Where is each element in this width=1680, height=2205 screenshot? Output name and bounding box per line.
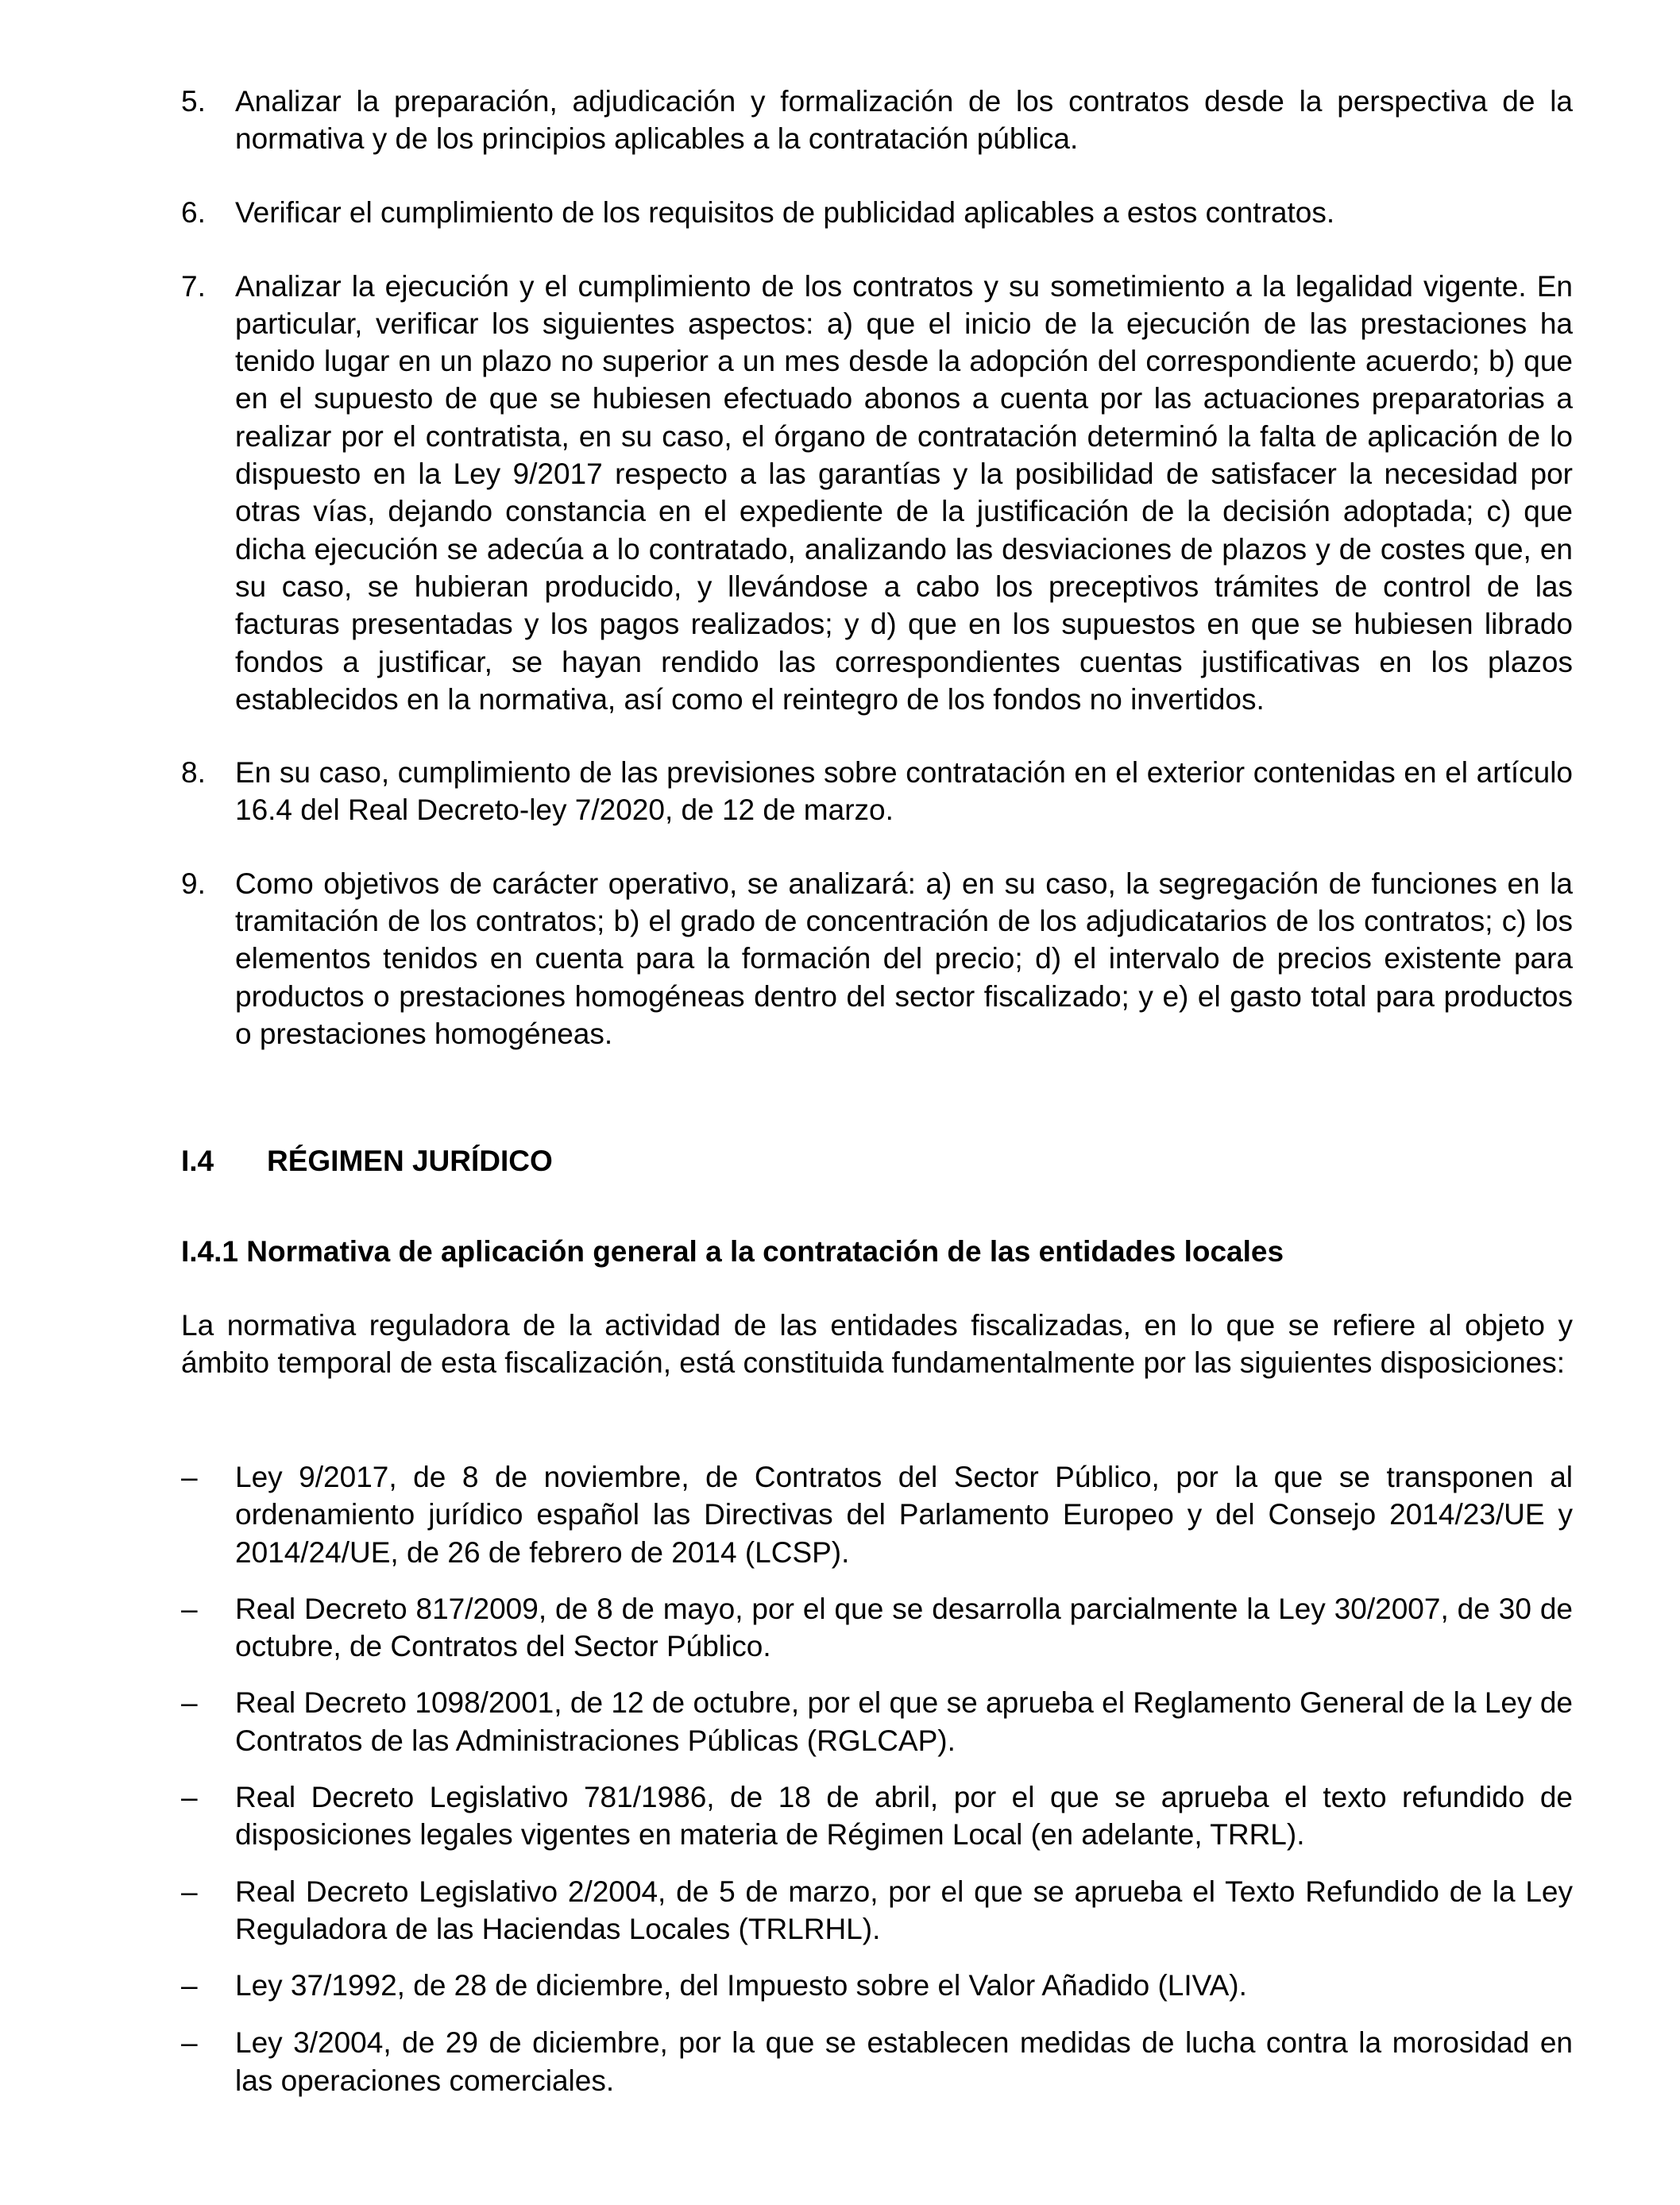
dash-bullet: – (181, 2026, 198, 2060)
section-number: I.4 (181, 1145, 214, 1177)
objective-text: Como objetivos de carácter operativo, se analizará: a) en su caso, la segregación de funciones en la tramitación de los contratos; b) el grado de concentración de los adjudicatarios de los contratos; c) los elementos tenidos en cuenta para la formación del precio; d) el intervalo de precios existente para productos o prestaciones homogéneas dentro del sector fiscalizado; y e) el gasto total para productos o prestaciones homogéneas. (235, 867, 1573, 1050)
objective-number: 5. (181, 85, 206, 118)
dash-bullet: – (181, 1592, 198, 1625)
objective-item (181, 194, 1573, 232)
objective-item (181, 865, 1573, 1052)
regulation-text: Ley 37/1992, de 28 de diciembre, del Impuesto sobre el Valor Añadido (LIVA). (235, 1969, 1247, 2002)
subsection-heading: I.4.1 Normativa de aplicación general a la contratación de las entidades locales (181, 1235, 1284, 1268)
regulation-item (181, 1873, 1573, 1948)
regulation-item (181, 1967, 1573, 2005)
objective-number: 7. (181, 269, 206, 303)
regulation-text: Real Decreto Legislativo 2/2004, de 5 de marzo, por el que se aprueba el Texto Refundido de la Ley Reguladora de las Haciendas Locales (TRLRHL). (235, 1875, 1573, 1945)
regulations-list (181, 1458, 1573, 2118)
regulation-text: Real Decreto Legislativo 781/1986, de 18 de abril, por el que se aprueba el texto refundido de disposiciones legales vigentes en materia de Régimen Local (en adelante, TRRL). (235, 1781, 1573, 1852)
objective-number: 6. (181, 195, 206, 229)
regulation-text: Ley 9/2017, de 8 de noviembre, de Contratos del Sector Público, por la que se transponen al ordenamiento jurídico español las Directivas del Parlamento Europeo y del Consejo 2014/23/UE y 2014/24/UE, de 26 de febrero de 2014 (LCSP). (235, 1461, 1573, 1569)
objective-item (181, 754, 1573, 829)
regulation-item (181, 2024, 1573, 2099)
dash-bullet: – (181, 1686, 198, 1720)
objective-text: Analizar la preparación, adjudicación y formalización de los contratos desde la perspectiva de la normativa y de los principios aplicables a la contratación pública. (235, 85, 1573, 156)
section-heading (181, 1142, 553, 1180)
objectives-list (181, 83, 1573, 1088)
intro-paragraph: La normativa reguladora de la actividad de las entidades fiscalizadas, en lo que se refiere al objeto y ámbito temporal de esta fiscalización, está constituida fundamentalmente por las siguientes disposiciones: (181, 1309, 1573, 1380)
section-title: RÉGIMEN JURÍDICO (267, 1145, 553, 1177)
dash-bullet: – (181, 1875, 198, 1908)
regulation-item (181, 1684, 1573, 1759)
regulation-item (181, 1590, 1573, 1666)
objective-number: 9. (181, 867, 206, 900)
objective-text: En su caso, cumplimiento de las previsiones sobre contratación en el exterior contenidas en el artículo 16.4 del Real Decreto-ley 7/2020, de 12 de marzo. (235, 756, 1573, 827)
dash-bullet: – (181, 1781, 198, 1814)
dash-bullet: – (181, 1461, 198, 1493)
regulation-text: Real Decreto 817/2009, de 8 de mayo, por el que se desarrolla parcialmente la Ley 30/2007, de 30 de octubre, de Contratos del Sector Público. (235, 1592, 1573, 1663)
regulation-item (181, 1458, 1573, 1571)
regulation-text: Real Decreto 1098/2001, de 12 de octubre, por el que se aprueba el Reglamento General de la Ley de Contratos de las Administraciones Públicas (RGLCAP). (235, 1686, 1573, 1757)
regulation-text: Ley 3/2004, de 29 de diciembre, por la que se establecen medidas de lucha contra la morosidad en las operaciones comerciales. (235, 2026, 1573, 2097)
objective-number: 8. (181, 756, 206, 790)
dash-bullet: – (181, 1969, 198, 2002)
objective-item (181, 83, 1573, 158)
objective-text: Analizar la ejecución y el cumplimiento de los contratos y su sometimiento a la legalidad vigente. En particular, verificar los siguientes aspectos: a) que el inicio de la ejecución de las prestaciones ha tenido lugar en un plazo no superior a un mes desde la adopción del correspondiente acuerdo; b) que en el supuesto de que se hubiesen efectuado abonos a cuenta por las actuaciones preparatorias a realizar por el contratista, en su caso, el órgano de contratación determinó la falta de aplicación de lo dispuesto en la Ley 9/2017 respecto a las garantías y la posibilidad de satisfacer la necesidad por otras vías, dejando constancia en el expediente de la justificación de la decisión adoptada; c) que dicha ejecución se adecúa a lo contratado, analizando las desviaciones de plazos y de costes que, en su caso, se hubieran producido, y llevándose a cabo los preceptivos trámites de control de las facturas presentadas y los pagos realizados; y d) que en los supuestos en que se hubiesen librado fondos a justificar, se hayan rendido las correspondientes cuentas justificativas en los plazos establecidos en la normativa, así como el reintegro de los fondos no invertidos. (235, 269, 1573, 716)
regulation-item (181, 1778, 1573, 1854)
objective-text: Verificar el cumplimiento de los requisitos de publicidad aplicables a estos contratos. (235, 195, 1335, 229)
objective-item (181, 268, 1573, 719)
